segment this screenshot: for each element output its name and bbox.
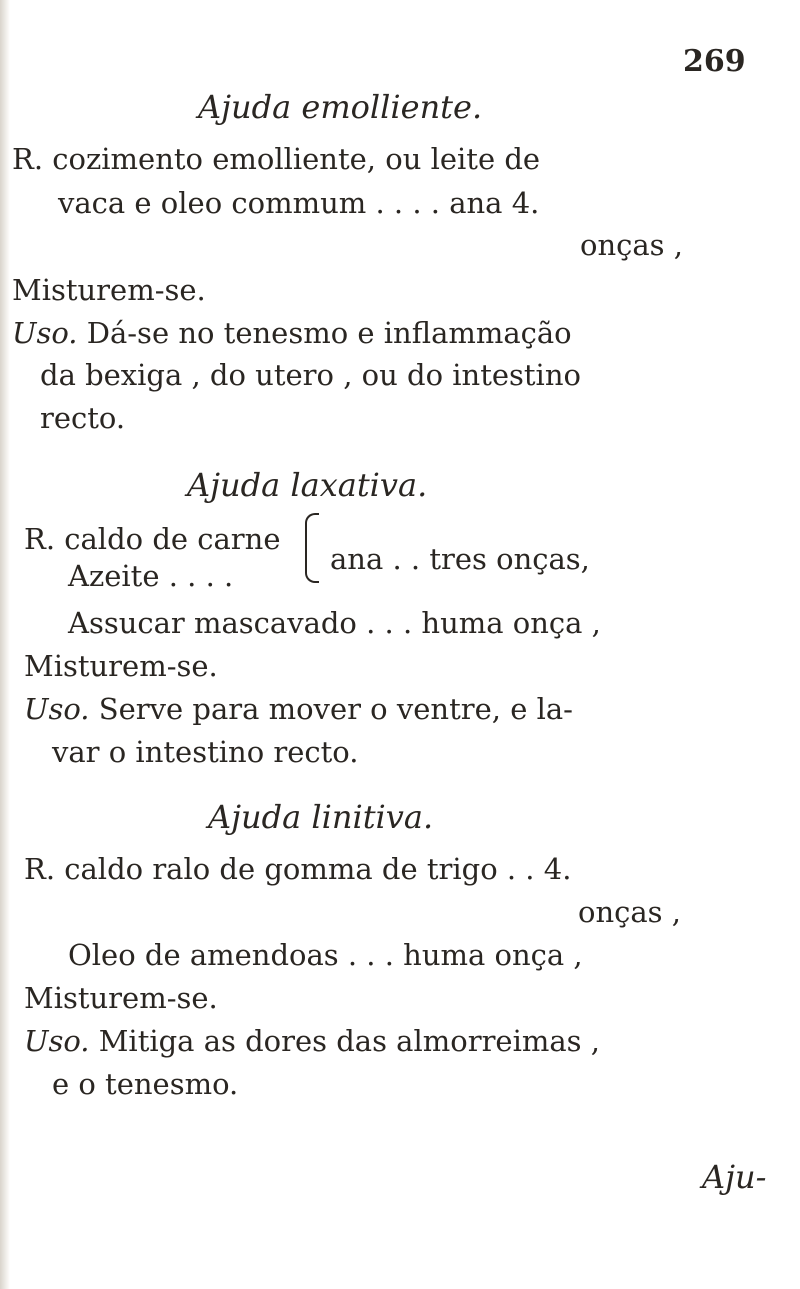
use-label: Uso. bbox=[24, 692, 90, 726]
catchword: Aju- bbox=[702, 1158, 767, 1196]
use-text: var o intestino recto. bbox=[52, 735, 359, 769]
use-text: Dá-se no tenesmo e inflammação bbox=[86, 316, 572, 350]
recipe-line: onças , bbox=[580, 228, 683, 262]
recipe-line: R. cozimento emolliente, ou leite de bbox=[12, 142, 541, 176]
use-text: Mitiga as dores das almorreimas , bbox=[98, 1024, 600, 1058]
use-label: Uso. bbox=[24, 1024, 90, 1058]
recipe-line: ana . . tres onças, bbox=[330, 542, 590, 576]
section-heading-emolliente: Ajuda emolliente. bbox=[198, 88, 483, 126]
brace bbox=[305, 513, 319, 583]
use-text: recto. bbox=[40, 401, 126, 435]
recipe-line: R. caldo de carne bbox=[24, 522, 281, 556]
use-text: e o tenesmo. bbox=[52, 1067, 239, 1101]
recipe-line: R. caldo ralo de gomma de trigo . . 4. bbox=[24, 852, 572, 886]
use-paragraph bbox=[24, 1024, 600, 1058]
page-number: 269 bbox=[683, 44, 746, 79]
section-heading-linitiva: Ajuda linitiva. bbox=[208, 798, 434, 836]
mix-instruction: Misturem-se. bbox=[24, 649, 218, 683]
recipe-line: Assucar mascavado . . . huma onça , bbox=[68, 606, 601, 640]
section-heading-laxativa: Ajuda laxativa. bbox=[187, 466, 428, 504]
mix-instruction: Misturem-se. bbox=[12, 273, 206, 307]
use-paragraph bbox=[24, 692, 573, 726]
recipe-line: onças , bbox=[578, 895, 681, 929]
recipe-line: Oleo de amendoas . . . huma onça , bbox=[68, 938, 583, 972]
page-edge-shadow bbox=[0, 0, 10, 1289]
use-text: da bexiga , do utero , ou do intestino bbox=[40, 358, 581, 392]
mix-instruction: Misturem-se. bbox=[24, 981, 218, 1015]
use-text: Serve para mover o ventre, e la- bbox=[98, 692, 573, 726]
recipe-line: vaca e oleo commum . . . . ana 4. bbox=[58, 186, 540, 220]
use-label: Uso. bbox=[12, 316, 78, 350]
recipe-line: Azeite . . . . bbox=[68, 559, 234, 593]
use-paragraph bbox=[12, 316, 572, 350]
